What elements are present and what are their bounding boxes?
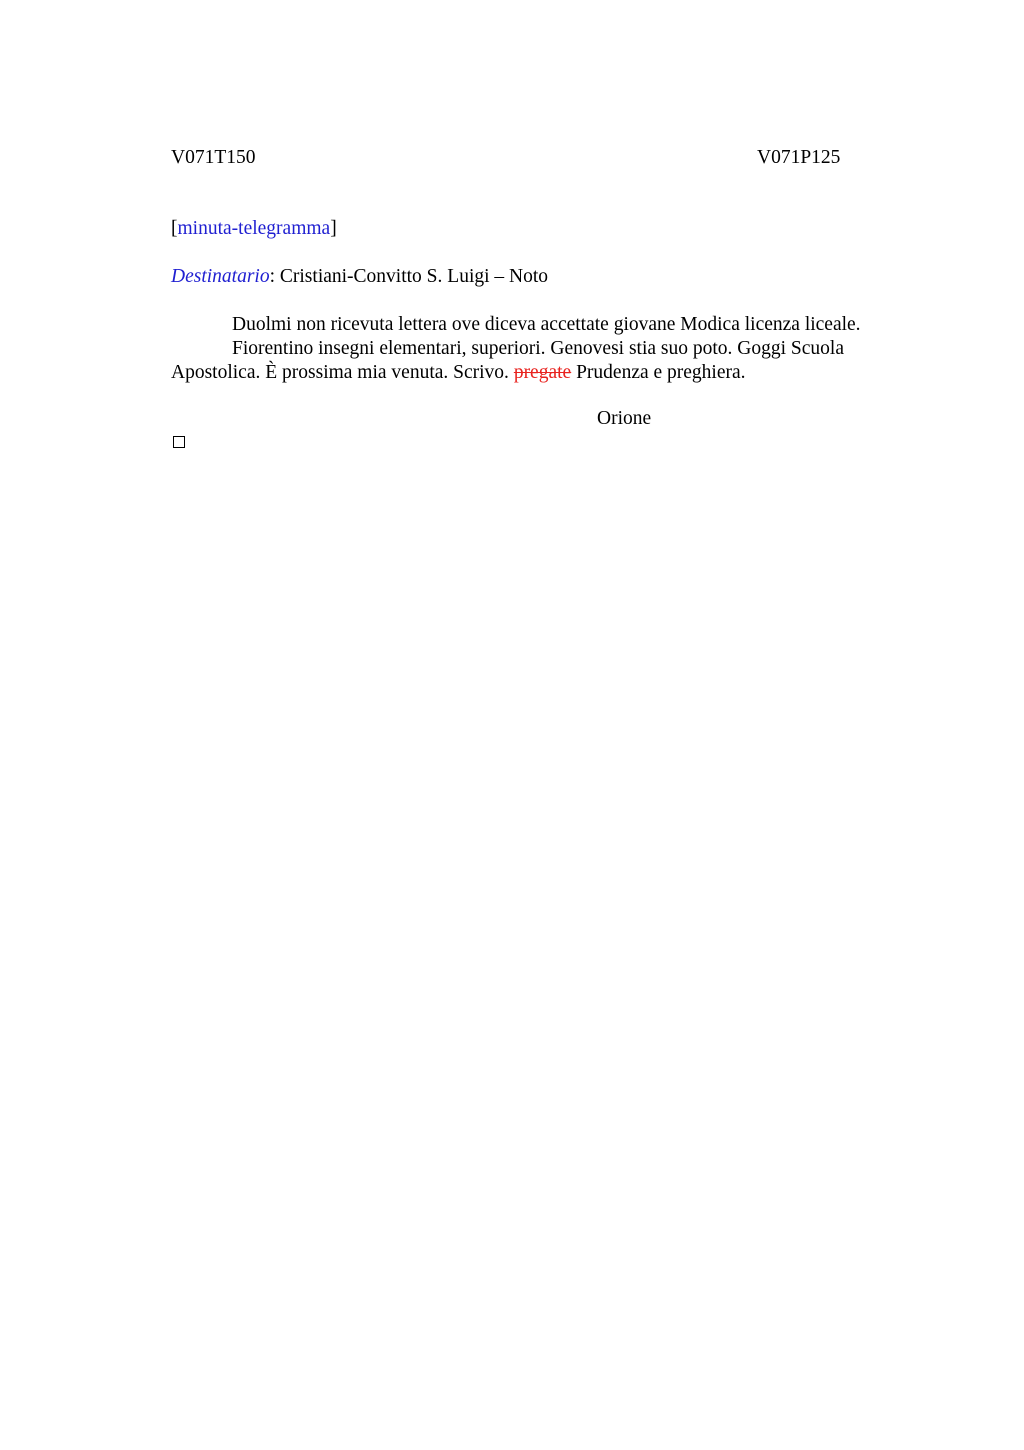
document-code-right: V071P125	[757, 147, 841, 168]
body-line-3	[171, 361, 911, 385]
document-type	[171, 217, 337, 241]
recipient-value: Cristiani-Convitto S. Luigi – Noto	[279, 266, 549, 287]
document-code-left: V071T150	[171, 147, 256, 168]
body-line-3-after: Prudenza e preghiera.	[571, 362, 746, 383]
doc-type-open-bracket: [	[171, 218, 178, 239]
deleted-word: pregate	[513, 362, 572, 383]
recipient-separator: :	[269, 266, 280, 287]
recipient-label: Destinatario	[171, 266, 270, 287]
signature: Orione	[597, 408, 652, 429]
body-line-3-before: Apostolica. È prossima mia venuta. Scrivo.	[171, 362, 514, 383]
doc-type-label: minuta-telegramma	[177, 218, 331, 239]
doc-type-close-bracket: ]	[330, 218, 337, 239]
body-paragraph	[171, 313, 911, 385]
recipient-line	[171, 265, 548, 289]
body-line-1: Duolmi non ricevuta lettera ove diceva accettate giovane Modica licenza liceale.	[232, 314, 861, 335]
body-line-2: Fiorentino insegni elementari, superiori. Genovesi stia suo poto. Goggi Scuola	[232, 338, 844, 359]
end-marker-square-icon	[173, 436, 185, 448]
